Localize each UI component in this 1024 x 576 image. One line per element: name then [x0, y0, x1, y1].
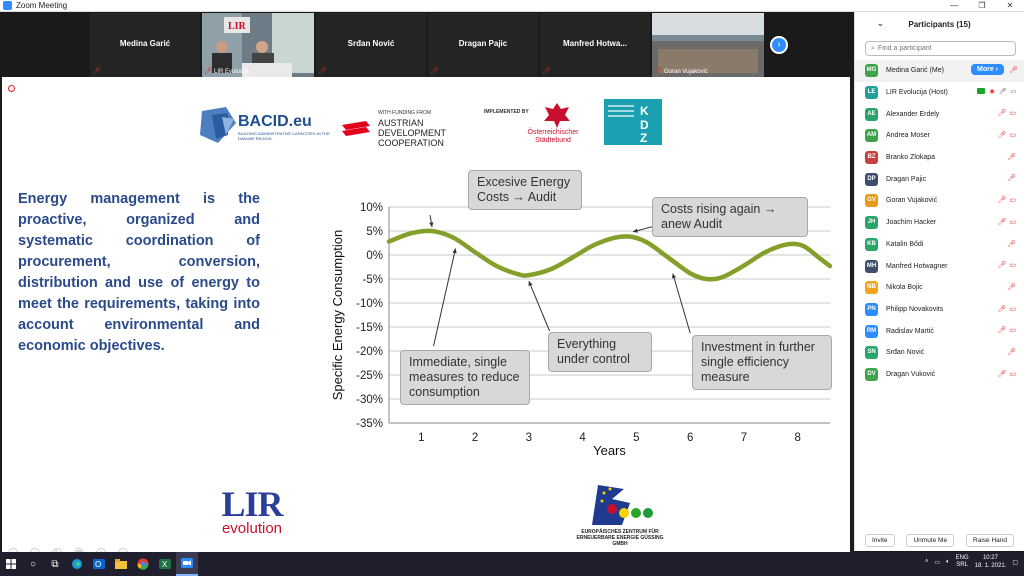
- video-tile[interactable]: [316, 13, 426, 77]
- title-bar: [0, 0, 1024, 12]
- muted-mic-icon: 🎤︎: [997, 370, 1007, 378]
- y-axis-label: Specific Energy Consumption: [330, 229, 345, 401]
- participant-name: Dragan Pajic: [886, 175, 927, 183]
- muted-mic-icon: 🎤︎: [654, 68, 663, 75]
- participant-name: Manfred Hotwagner: [886, 262, 948, 270]
- staedtebund-name: Österreichischer Städtebund: [527, 129, 579, 144]
- participant-row[interactable]: [855, 82, 1024, 104]
- svg-text:O: O: [95, 560, 102, 569]
- muted-mic-icon: 🎤︎: [997, 262, 1007, 270]
- video-tile-active[interactable]: [202, 13, 314, 77]
- participants-title: Participants (15): [908, 19, 971, 29]
- participant-name: Joachim Hacker: [886, 219, 937, 227]
- zoom-app-icon: [3, 1, 12, 10]
- outlook-icon[interactable]: [88, 552, 110, 576]
- search-icon: ⌕: [871, 44, 875, 52]
- language-code: ENG: [955, 555, 969, 561]
- video-tile[interactable]: [90, 13, 200, 77]
- participant-row[interactable]: [855, 60, 1024, 82]
- eee-logo-icon: [578, 479, 668, 529]
- participant-row[interactable]: [855, 212, 1024, 234]
- x-tick-label: 5: [633, 432, 640, 444]
- zoom-taskbar-icon[interactable]: [176, 552, 198, 576]
- participant-row[interactable]: [855, 103, 1024, 125]
- avatar: GV: [865, 194, 878, 207]
- muted-mic-icon: 🎤︎: [1007, 348, 1016, 356]
- video-tile[interactable]: [428, 13, 538, 77]
- y-tick-label: -10%: [356, 298, 383, 310]
- participant-list: [855, 60, 1024, 385]
- y-tick-label: 5%: [366, 226, 383, 238]
- bacid-name: BACID.eu: [238, 113, 312, 130]
- edge-browser-icon[interactable]: [66, 552, 88, 576]
- maximize-button[interactable]: ❐: [978, 1, 986, 10]
- participant-name: Goran Vujaković: [886, 197, 938, 205]
- y-tick-label: -5%: [362, 274, 383, 286]
- participant-name: Radislav Martić: [886, 327, 934, 335]
- x-tick-label: 4: [579, 432, 586, 444]
- video-camera-icon: ▭: [1010, 88, 1016, 95]
- avatar: AE: [865, 108, 878, 121]
- x-tick-label: 3: [525, 432, 533, 444]
- system-tray: [925, 554, 1018, 570]
- participants-panel: [854, 12, 1024, 551]
- avatar: DV: [865, 368, 878, 381]
- notifications-icon[interactable]: ▢: [1012, 559, 1018, 566]
- participants-header: [855, 12, 1024, 36]
- avatar: AM: [865, 129, 878, 142]
- avatar: SN: [865, 346, 878, 359]
- callout-excessive-costs: Excesive Energy Costs → Audit: [468, 170, 582, 210]
- video-off-icon: ▭: [1009, 218, 1016, 226]
- callout-costs-rising: Costs rising again → anew Audit: [652, 197, 808, 237]
- lir-logo-subtext: evolution: [221, 520, 283, 537]
- participant-row[interactable]: [855, 255, 1024, 277]
- tile-name: Goran Vujaković: [664, 69, 708, 75]
- clock-date: 18. 1. 2021.: [974, 563, 1007, 569]
- input-language[interactable]: [956, 555, 969, 569]
- keyboard-layout: SRL: [956, 562, 968, 568]
- callout-under-control: Everything under control: [548, 332, 652, 372]
- muted-mic-icon: 🎤︎: [1007, 153, 1016, 161]
- participant-row[interactable]: [855, 147, 1024, 169]
- video-off-icon: ▭: [1009, 110, 1016, 118]
- y-tick-label: -30%: [356, 394, 383, 406]
- participant-name: Srđan Nović: [886, 349, 925, 357]
- participant-name: Branko Zlokapa: [886, 154, 936, 162]
- svg-text:Z: Z: [640, 131, 648, 145]
- clock[interactable]: [975, 554, 1007, 570]
- bacid-subtitle: BUILDING ADMINISTRATIVE CAPACITIES IN THE DANUBE REGION: [238, 131, 330, 141]
- participant-status-icons: [997, 305, 1016, 313]
- raise-hand-button[interactable]: Raise Hand: [966, 534, 1014, 547]
- participant-row[interactable]: [855, 125, 1024, 147]
- avatar: LE: [865, 86, 878, 99]
- participant-status-icons: [997, 196, 1016, 204]
- excel-icon[interactable]: [154, 552, 176, 576]
- muted-mic-icon: 🎤︎: [997, 110, 1007, 118]
- video-off-icon: ▭: [1009, 305, 1016, 313]
- participant-status-icons: [997, 218, 1016, 226]
- x-tick-label: 7: [740, 432, 748, 444]
- participant-row[interactable]: [855, 168, 1024, 190]
- video-off-icon: ▭: [1009, 197, 1016, 205]
- window-controls: [940, 0, 1024, 12]
- video-off-icon: ▭: [1009, 262, 1016, 270]
- muted-mic-icon: 🎤︎: [430, 68, 439, 75]
- tile-name: Medina Garić: [119, 39, 171, 48]
- record-icon: ◉: [989, 88, 995, 95]
- muted-mic-icon: 🎤︎: [997, 327, 1007, 335]
- participants-footer: [855, 534, 1024, 547]
- callout-arrowhead: [429, 222, 433, 227]
- participant-status-icons: [1007, 153, 1016, 161]
- y-tick-label: -35%: [356, 418, 383, 430]
- muted-mic-icon: 🎤︎: [997, 305, 1007, 313]
- video-off-icon: ▭: [1009, 370, 1016, 378]
- avatar: MG: [865, 64, 878, 77]
- participant-name: Dragan Vuković: [886, 370, 936, 378]
- video-strip: [0, 12, 854, 78]
- callout-pointer: [529, 281, 550, 331]
- shared-screen-slide: [2, 77, 850, 564]
- collapse-chevron-icon[interactable]: ⌄: [877, 19, 884, 28]
- eee-name: EUROPÄISCHES ZENTRUM FÜR ERNEUERBARE ENERGIE GÜSSING GMBH: [576, 529, 664, 547]
- muted-mic-icon: 🎤︎: [1007, 175, 1016, 183]
- participant-name: Philipp Novakovits: [886, 305, 944, 313]
- implemented-by-label: IMPLEMENTED BY: [484, 109, 529, 115]
- avatar: KB: [865, 238, 878, 251]
- invite-button[interactable]: Invite: [865, 534, 895, 547]
- video-off-icon: ▭: [1009, 132, 1016, 140]
- lir-logo-text: LIR: [221, 484, 283, 524]
- muted-mic-icon: 🎤︎: [92, 68, 101, 75]
- avatar: NB: [865, 281, 878, 294]
- y-tick-label: -25%: [356, 370, 383, 382]
- y-tick-label: -20%: [356, 346, 383, 358]
- muted-mic-icon: 🎤︎: [1007, 283, 1016, 291]
- screen-share-icon: [977, 88, 985, 94]
- muted-mic-icon: 🎤︎: [204, 68, 213, 75]
- muted-mic-icon: 🎤︎: [997, 218, 1007, 226]
- y-tick-label: 10%: [359, 202, 383, 214]
- avatar: PN: [865, 303, 878, 316]
- minimize-button[interactable]: —: [950, 1, 958, 10]
- windows-start-icon[interactable]: [0, 552, 22, 576]
- participant-video-feed: [652, 13, 764, 77]
- video-off-icon: ▭: [1009, 327, 1016, 335]
- austrian-flag-icon: [342, 121, 370, 139]
- tile-name: Srđan Nović: [347, 39, 395, 48]
- participant-status-icons: [1007, 348, 1016, 356]
- avatar: RM: [865, 325, 878, 338]
- participant-row[interactable]: [855, 342, 1024, 364]
- x-tick-label: 6: [686, 432, 694, 444]
- windows-taskbar: [0, 552, 1024, 576]
- participant-status-icons: [997, 109, 1016, 117]
- callout-investment: Investment in further single efficiency measure: [692, 335, 832, 390]
- participant-name: Nikola Bojic: [886, 284, 923, 292]
- participant-row[interactable]: [855, 299, 1024, 321]
- muted-mic-icon: 🎤︎: [542, 68, 551, 75]
- energy-management-definition: Energy management is the proactive, organized and systematic coordination of procurement, conversion, distribution and use of energy to meet the requirements, taking into account environmental and economic objectives.: [18, 191, 260, 354]
- x-tick-label: 2: [471, 432, 479, 444]
- kdz-logo-icon: [604, 99, 662, 145]
- lir-evolution-logo: [212, 484, 292, 537]
- meeting-area: [0, 12, 854, 566]
- task-view-icon[interactable]: ⧉: [51, 558, 59, 570]
- avatar: BZ: [865, 151, 878, 164]
- host-status-icons: [977, 88, 1016, 95]
- muted-mic-icon: 🎤︎: [997, 197, 1007, 205]
- muted-mic-icon: 🎤︎: [997, 132, 1007, 140]
- video-tile[interactable]: [540, 13, 650, 77]
- participant-name: Andrea Moser: [886, 132, 930, 140]
- callout-pointer: [434, 249, 456, 346]
- avatar: DP: [865, 173, 878, 186]
- participant-row[interactable]: [855, 364, 1024, 386]
- mic-icon: 🎤︎: [998, 88, 1007, 95]
- tile-name: Dragan Pajic: [458, 39, 508, 48]
- network-icon[interactable]: ▭: [934, 559, 940, 566]
- svg-text:K: K: [640, 104, 649, 118]
- participant-row[interactable]: [855, 234, 1024, 256]
- avatar: JH: [865, 216, 878, 229]
- participant-status-icons: [997, 370, 1016, 378]
- participant-name: Alexander Erdely: [886, 110, 940, 118]
- ada-funding-label: WITH FUNDING FROM: [378, 110, 432, 116]
- avatar: MH: [865, 260, 878, 273]
- participant-row[interactable]: [855, 190, 1024, 212]
- video-tile[interactable]: [652, 13, 764, 77]
- callout-immediate-measures: Immediate, single measures to reduce consumption: [400, 350, 530, 405]
- participant-status-icons: [1007, 174, 1016, 182]
- ada-name: AUSTRIAN DEVELOPMENT COOPERATION: [378, 118, 446, 148]
- participant-status-icons: [1007, 283, 1016, 291]
- participant-name: Katalin Bődi: [886, 240, 924, 248]
- staedtebund-eagle-icon: [542, 101, 572, 129]
- svg-text:LIR: LIR: [228, 21, 246, 32]
- participant-name: Medina Garić (Me): [886, 67, 944, 75]
- x-axis-label: Years: [593, 443, 626, 458]
- tile-name: LIR Evolucija: [214, 69, 250, 75]
- y-tick-label: -15%: [356, 322, 383, 334]
- more-button[interactable]: More ›: [971, 64, 1004, 75]
- callout-arrowhead: [452, 249, 456, 254]
- participant-status-icons: [997, 326, 1016, 334]
- muted-mic-icon: 🎤︎: [318, 68, 327, 75]
- participant-status-icons: [997, 261, 1016, 269]
- search-icon[interactable]: ○: [29, 558, 37, 570]
- file-explorer-icon[interactable]: [110, 552, 132, 576]
- muted-mic-icon: 🎤︎: [1007, 240, 1016, 248]
- tray-overflow-icon[interactable]: ˄: [924, 559, 929, 565]
- participant-status-icons: [997, 131, 1016, 139]
- x-tick-label: 8: [794, 432, 801, 444]
- recording-indicator-icon: [8, 85, 15, 92]
- muted-mic-icon: 🎤︎: [1009, 67, 1018, 74]
- participant-search-input[interactable]: [878, 45, 1008, 52]
- participant-name: LIR Evolucija (Host): [886, 89, 948, 97]
- participant-row[interactable]: [855, 277, 1024, 299]
- close-button[interactable]: ✕: [1006, 1, 1014, 10]
- svg-text:X: X: [162, 560, 168, 569]
- chrome-icon[interactable]: [132, 552, 154, 576]
- clock-time: 10:27: [982, 555, 998, 561]
- window-title: Zoom Meeting: [16, 1, 68, 10]
- volume-icon[interactable]: 🔈︎: [946, 558, 950, 565]
- y-tick-label: 0%: [366, 250, 383, 262]
- participant-status-icons: [1007, 240, 1016, 248]
- x-tick-label: 1: [418, 432, 425, 444]
- participant-video-feed: [202, 13, 314, 77]
- participant-search[interactable]: [865, 41, 1016, 56]
- participant-row[interactable]: [855, 320, 1024, 342]
- unmute-me-button[interactable]: Unmute Me: [906, 534, 954, 547]
- next-page-arrow-icon[interactable]: ›: [770, 36, 788, 54]
- svg-text:D: D: [640, 118, 649, 132]
- tile-name: Manfred Hotwa...: [562, 39, 627, 48]
